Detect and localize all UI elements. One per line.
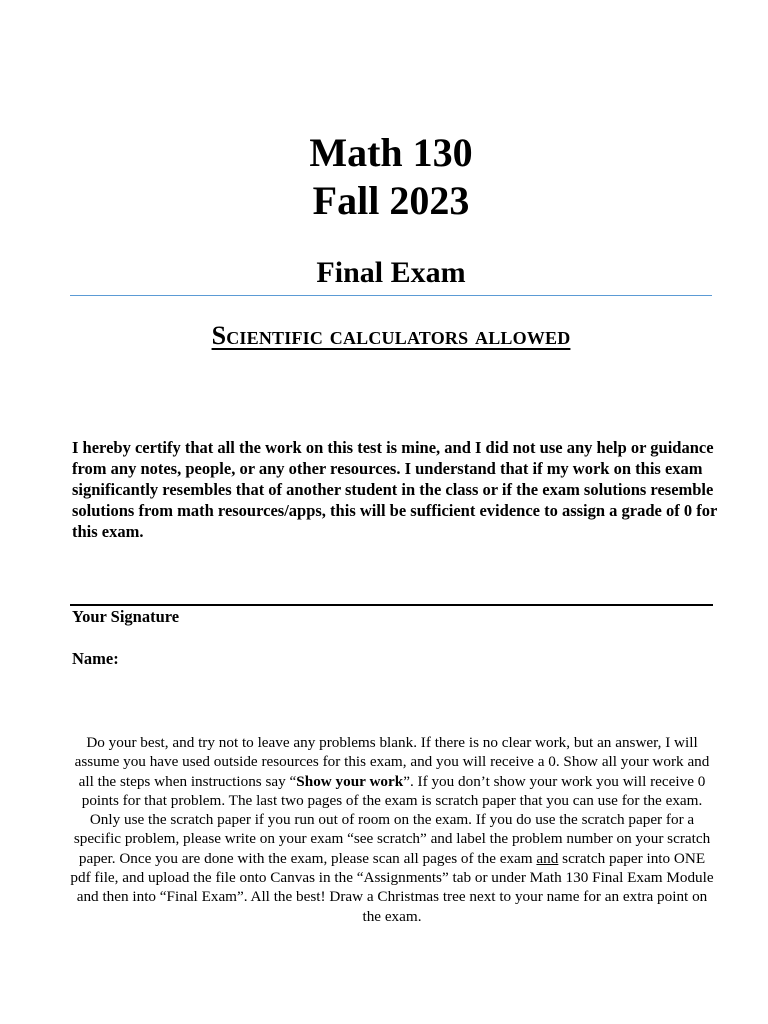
calculator-notice: [0, 320, 768, 354]
calculator-notice-text: Scientific calculators allowed: [211, 321, 571, 350]
signature-line: [70, 604, 713, 606]
instructions-part-1: Do your best, and try not to leave any problems blank. If there is no clear work, but an answer, I will assume you have used outside resources for this exam, and you will receive a 0. Show all your work and all the steps when instructions say “: [74, 734, 710, 790]
course-title: [0, 129, 768, 225]
name-label: Name:: [72, 649, 119, 668]
course-name: Math 130: [309, 130, 473, 175]
certification-statement: I hereby certify that all the work on this test is mine, and I did not use any help or guidance from any notes, people, or any other resources. I understand that if my work on this exam significantly resembles that of another student in the class or if the exam solutions resemble solutions from math resources/apps, this will be sufficient evidence to assign a grade of 0 for this exam.: [72, 438, 718, 541]
signature-label: Your Signature: [72, 607, 180, 626]
instructions-emphasis: Show your work: [296, 772, 404, 790]
exam-instructions: [68, 733, 716, 926]
instructions-underlined: and: [536, 849, 559, 867]
course-term: Fall 2023: [312, 178, 470, 223]
instructions-part-2: ”. If you don’t show your work you will receive 0 points for that problem. The last two pages of the exam is scratch paper that you can use for the exam. Only use the scratch paper if you run out of room on the exam. If you do use the scratch paper for a specific problem, please write on your exam “see scratch” and label the problem number on your scratch paper. Once you are done with the exam, please scan all pages of the exam: [73, 772, 711, 867]
exam-title: Final Exam: [316, 256, 466, 289]
title-divider: [70, 295, 712, 296]
instructions-part-3: scratch paper into ONE pdf file, and upload the file onto Canvas in the “Assignments” tab or under Math 130 Final Exam Module and then into “Final Exam”. All the best! Draw a Christmas tree next to your name for an extra point on the exam.: [70, 849, 714, 925]
